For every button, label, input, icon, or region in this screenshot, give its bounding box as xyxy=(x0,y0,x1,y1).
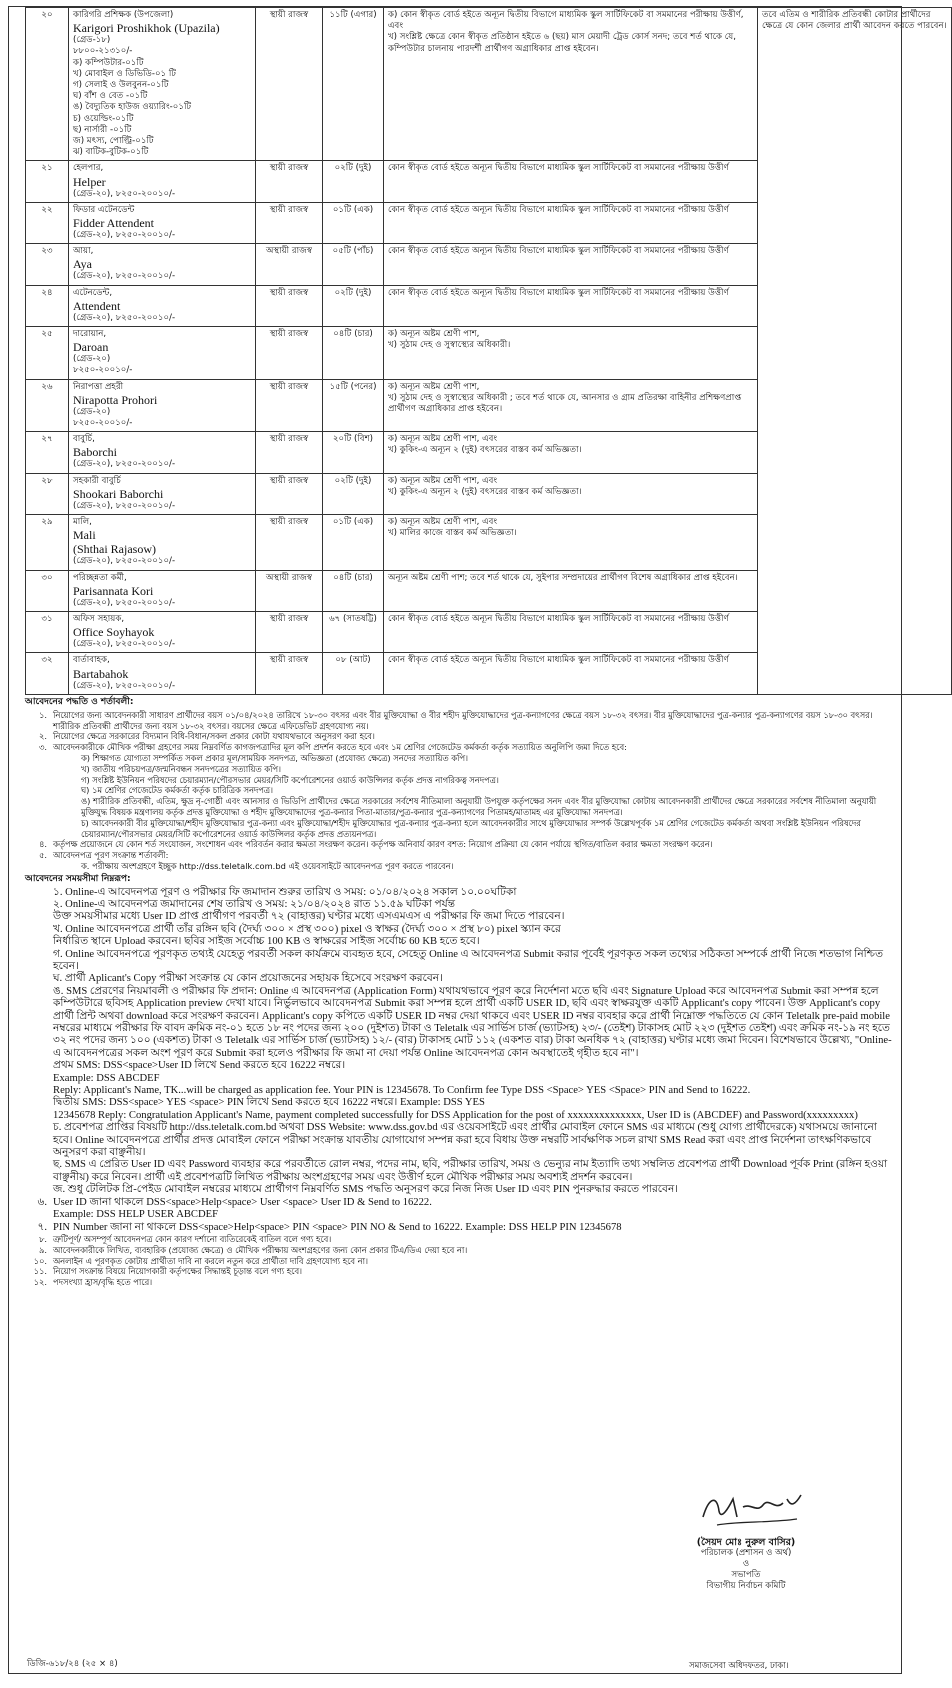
tail-term-item xyxy=(25,1209,893,1221)
post-count-cell: ০৫টি (পাঁচ) xyxy=(323,244,384,285)
term-text: আবেদনকারীকে মৌখিক পরীক্ষা গ্রহণের সময় নিম্নবর্ণিত কাগজপত্রাদির মূল কপি প্রদর্শন করতে হবে এবং ১ম শ্রেণির গেজেটেড কর্মকর্তা কর্তৃক সত্যায়িত অনুলিপি জমা দিতে হবে: xyxy=(53,742,627,753)
post-count-cell: ৬৭ (সাতষট্টি) xyxy=(323,611,384,652)
term-number: ৯. xyxy=(38,1244,47,1255)
post-count-cell: ০২টি (দুই) xyxy=(323,161,384,202)
online-instruction: Example: DSS ABCDEF xyxy=(53,1072,160,1084)
term-text: আবেদনকারীকে লিখিত, ব্যবহারিক (প্রযোজ্য ক্ষেত্রে) ও মৌখিক পরীক্ষায় অংশগ্রহণের জন্য কোন প্রকার টিএ/ডিএ দেয়া হবে না। xyxy=(53,1244,468,1255)
tail-term-item xyxy=(25,1256,893,1267)
post-name-cell xyxy=(69,570,256,611)
pay-scale: ৮৮০০-২১৩১০/- xyxy=(73,46,133,57)
tail-terms-list xyxy=(25,1197,893,1288)
term-item xyxy=(25,764,893,775)
online-instruction: খ. Online আবেদনপত্রে প্রার্থী তাঁর রঙ্গিন ছবি (দৈর্ঘ্য ৩০০ × প্রস্থ ৩০০) pixel ও স্বাক্ষর (দৈর্ঘ্য ৩০০ × প্রস্থ ৮০) pixel স্ক্যান করে xyxy=(53,923,561,935)
term-item xyxy=(25,861,893,872)
qualification-cell xyxy=(384,653,758,694)
online-heading: আবেদনের সময়সীমা নিম্নরূপ: xyxy=(25,873,131,884)
term-text: চ) আবেদনকারী বীর মুক্তিযোদ্ধা/শহীদ মুক্তিযোদ্ধার পুত্র-কন্যা এবং মুক্তিযোদ্ধা/শহীদ মুক্তিযোদ্ধার পুত্র-কন্যার পুত্র-কন্যা হলে আবেদনকারীর সাথে মুক্তিযোদ্ধার সম্পর্ক উল্লেখপূর্বক ১ম শ্রেণির গেজেটেড কর্মকর্তা অথবা সংশ্লিষ্ট ইউনিয়ন পরিষদের চেয়ারম্যান/পৌরসভার মেয়র/সিটি কর্পোরেশনের ওয়ার্ড কাউন্সিলর কর্তৃক প্রদত্ত প্রত্যয়নপত্র। xyxy=(81,817,861,839)
qualification-line: কোন স্বীকৃত বোর্ড হইতে অন্যূন দ্বিতীয় বিভাগে মাধ্যমিক স্কুল সার্টিফিকেট বা সমমানের পরীক্ষায় উত্তীর্ণ xyxy=(388,163,729,174)
grade-scale: (গ্রেড-২০) xyxy=(73,354,111,365)
trade-item: ঝ) বাটিক-বুটিক-০১টি xyxy=(73,147,149,158)
term-number xyxy=(53,775,81,786)
term-item xyxy=(25,742,893,753)
term-item xyxy=(25,785,893,796)
term-item xyxy=(25,710,893,732)
term-item xyxy=(25,818,893,840)
tail-term-item xyxy=(25,1266,893,1277)
post-name-en: Nirapotta Prohori xyxy=(73,392,158,407)
tail-term-item xyxy=(25,1222,893,1234)
post-name-cell xyxy=(69,244,256,285)
serial-cell: ২১ xyxy=(26,161,69,202)
serial-cell: ৩২ xyxy=(26,653,69,694)
term-text: ঘ) ১ম শ্রেণির গেজেটেড কর্মকর্তা কর্তৃক চারিত্রিক সনদপত্র। xyxy=(81,785,273,796)
term-number xyxy=(53,764,81,775)
term-text: নিয়োগ সংক্রান্ত বিষয়ে নিয়োগকারী কর্তৃপক্ষের সিদ্ধান্তই চূড়ান্ত বলে গণ্য হবে। xyxy=(53,1266,303,1277)
online-instruction: 12345678 Reply: Congratulation Applicant's Name, payment completed successfully for DSS Application for the post of xxxxxxxxxxxxxx, User ID is (ABCDEF) and Password(xxxxxxxxx) xyxy=(53,1109,858,1121)
post-count-cell: ০২টি (দুই) xyxy=(323,473,384,514)
qualification-line: খ) মালির কাজে বাস্তব কর্ম অভিজ্ঞতা। xyxy=(388,528,517,539)
remarks-text: তবে এতিম ও শারীরিক প্রতিবন্ধী কোটার প্রার্থীদের ক্ষেত্রে যে কোন জেলার প্রার্থী আবেদন করতে পারবেন। xyxy=(762,10,947,32)
online-instruction: প্রথম SMS: DSS<space>User ID লিখে Send করতে হবে 16222 নম্বরে। xyxy=(53,1060,346,1072)
post-type-cell: স্থায়ী রাজস্ব xyxy=(256,8,323,161)
term-text: আবেদনপত্র পূরণ সংক্রান্ত শর্তাবলী: xyxy=(53,850,169,861)
qualification-line: কোন স্বীকৃত বোর্ড হইতে অন্যূন দ্বিতীয় বিভাগে মাধ্যমিক স্কুল সার্টিফিকেট বা সমমানের পরীক্ষায় উত্তীর্ণ xyxy=(388,204,729,215)
online-instruction: ২. Online-এ আবেদনপত্র জমাদানের শেষ তারিখ ও সময়: ২১/০৪/২০২৪ রাত ১১.৫৯ ঘটিকা পর্যন্ত xyxy=(53,898,456,910)
tail-term-item xyxy=(25,1277,893,1288)
grade-scale: (গ্রেড-২০), ৮২৫০-২০০১০/- xyxy=(73,500,176,511)
post-count-cell: ০৮ (আট) xyxy=(323,653,384,694)
post-count-cell: ০১টি (এক) xyxy=(323,515,384,570)
post-name-en: Aya xyxy=(73,257,92,272)
qualification-line: খ) কুকিং-এ অন্যূন ২ (দুই) বৎসরের বাস্তব কর্ম অভিজ্ঞতা। xyxy=(388,486,582,497)
post-name-en: Fidder Attendent xyxy=(73,216,154,231)
qualification-line: খ) সুঠাম দেহ ও সুস্বাস্থ্যের অধিকারী ; তবে শর্ত থাকে যে, আনসার ও গ্রাম প্রতিরক্ষা বাহিনীর প্রশিক্ষণপ্রাপ্ত প্রার্থীগণ অগ্রাধিকার প্রাপ্ত হইবেন। xyxy=(388,392,742,415)
term-number: ২. xyxy=(38,731,47,742)
signatory-title: পরিচালক (প্রশাসন ও অর্থ) xyxy=(700,1548,792,1558)
grade-scale: (গ্রেড-১৮) xyxy=(73,35,111,46)
post-type-cell: স্থায়ী রাজস্ব xyxy=(256,473,323,514)
term-text: নিয়োগের ক্ষেত্রে সরকারের বিদ্যমান বিধি-বিধান/সকল প্রকার কোটা যথাযথভাবে অনুসরণ করা হবে। xyxy=(53,731,375,742)
term-text: নিয়োগের জন্য আবেদনকারী সাধারণ প্রার্থীদের বয়স ০১/০৪/২০২৪ তারিখে ১৮-৩০ বৎসর এবং বীর মুক্তিযোদ্ধা ও বীর শহীদ মুক্তিযোদ্ধাদের পুত্র-কন্যাগণের ক্ষেত্রে বয়স ১৮-৩২ বৎসর। বীর মুক্তিযোদ্ধাদের পুত্র-কন্যার পুত্র-কন্যাগণের বয়স ১৮-৩০ বৎসর। শারীরিক প্রতিবন্ধী প্রার্থীদের জন্য বয়স ১৮-৩২ বৎসর। বয়সের ক্ষেত্রে এফিডেভিট গ্রহণযোগ্য নয়। xyxy=(53,709,873,731)
post-name-cell xyxy=(69,473,256,514)
post-name-cell xyxy=(69,161,256,202)
qualification-line: ক) অন্যূন অষ্টম শ্রেণী পাশ, xyxy=(388,329,480,340)
post-name-en: Shookari Baborchi xyxy=(73,486,164,501)
term-text: ঙ) শারীরিক প্রতিবন্ধী, এতিম, ক্ষুদ্র নৃ-গোষ্ঠী এবং আনসার ও ভিডিপি প্রার্থীদের ক্ষেত্রে সরকারের সর্বশেষ নীতিমালা অনুযায়ী উপযুক্ত কর্তৃপক্ষের সনদ এবং বীর মুক্তিযোদ্ধা কোটায় আবেদনকারী প্রার্থীদের ক্ষেত্রে সরকারের সর্বশেষ নীতিমালা অনুযায়ী মুক্তিযুদ্ধ বিষয়ক মন্ত্রণালয় কর্তৃক প্রদত্ত মুক্তিযোদ্ধা ও শহীদ মুক্তিযোদ্ধাদের পুত্র-কন্যার পিতা-মাতার/পুত্র-কন্যার পুত্র-কন্যাগণের পিতামহ/মাতামহ এর মুক্তিযোদ্ধা সনদপত্র। xyxy=(81,796,877,817)
post-name-cell xyxy=(69,327,256,380)
term-item xyxy=(25,731,893,742)
serial-cell: ২৮ xyxy=(26,473,69,514)
trade-item: ঘ) বাঁশ ও বেত -০১টি xyxy=(73,91,148,102)
post-name-bn: দারোয়ান, xyxy=(73,329,107,340)
trade-item: খ) মোবাইল ও ডিভিডি-০১ টি xyxy=(73,68,176,79)
posts-table xyxy=(25,7,952,695)
post-name-en: Karigori Proshikhok (Upazila) xyxy=(73,21,220,36)
qualification-cell xyxy=(384,570,758,611)
pay-scale: ৮২৫০-২০০১০/- xyxy=(73,418,133,429)
online-instruction: ১. Online-এ আবেদনপত্র পূরণ ও পরীক্ষার ফি জমাদান শুরুর তারিখ ও সময়: ০১/০৪/২০২৪ সকাল ১০.০০ঘটিকা xyxy=(53,886,517,898)
term-text: ত্রুটিপূর্ণ/ অসম্পূর্ণ আবেদনপত্র কোন কারণ দর্শানো ব্যতিরেকেই বাতিল বলে গণ্য হবে। xyxy=(53,1233,332,1244)
post-name-en: Helper xyxy=(73,174,106,189)
post-count-cell: ০৪টি (চার) xyxy=(323,327,384,380)
term-number xyxy=(53,753,81,764)
serial-cell: ২৯ xyxy=(26,515,69,570)
qualification-cell xyxy=(384,285,758,326)
trade-item: ছ) নার্সারী -০১টি xyxy=(73,124,132,135)
term-number xyxy=(53,818,81,840)
footer-office: সমাজসেবা অধিদফতর, ঢাকা। xyxy=(689,1661,789,1671)
grade-scale: (গ্রেড-২০), ৮২৫০-২০০১০/- xyxy=(73,459,176,470)
grade-scale: (গ্রেড-২০), ৮২৫০-২০০১০/- xyxy=(73,271,176,282)
term-number: ১১. xyxy=(33,1266,47,1277)
post-type-cell: অস্থায়ী রাজস্ব xyxy=(256,570,323,611)
post-type-cell: স্থায়ী রাজস্ব xyxy=(256,202,323,243)
post-count-cell: ০২টি (দুই) xyxy=(323,285,384,326)
qualification-cell xyxy=(384,611,758,652)
trade-item: জ) মৎস্য, পোল্ট্রি-০১টি xyxy=(73,136,154,147)
grade-scale: (গ্রেড-২০), ৮২৫০-২০০১০/- xyxy=(73,639,176,650)
online-instruction: জ. শুধু টেলিটক প্রি-পেইড মোবাইল নম্বরের মাধ্যমে প্রার্থীগণ নিম্নবর্ণিত SMS পদ্ধতি অনুসরণ করে নিজ নিজ User ID এবং PIN পুনরুদ্ধার করতে পারবেন। xyxy=(53,1184,679,1196)
qualification-line: খ) সুঠাম দেহ ও সুস্বাস্থ্যের অধিকারী। xyxy=(388,340,511,351)
post-count-cell: ২০টি (বিশ) xyxy=(323,432,384,473)
trade-item: ক) কম্পিউটার-০১টি xyxy=(73,57,144,68)
online-instruction: ঙ. SMS প্রেরণের নিয়মাবলী ও পরীক্ষার ফি প্রদান: Online এ আবেদনপত্র (Application Form) যথাযথভাবে পূরণ করে নির্দেশনা মতে ছবি এবং Signature Upload করে আবেদনপত্র Submit করা সম্পন্ন হলে কম্পিউটারে ছবিসহ Application preview দেখা যাবে। নির্ভুলভাবে আবেদনপত্র Submit করা সম্পন্ন হলে প্রার্থী একটি USER ID, ছবি এবং স্বাক্ষরযুক্ত একটি Applicant's copy পাবেন। উক্ত Applicant's copy প্রার্থী প্রিন্ট অথবা download করে সংরক্ষণ করবেন। Applicant's copy কপিতে একটি USER ID নম্বর দেয়া থাকবে এবং USER ID নম্বর ব্যবহার করে প্রার্থী নিম্নোক্ত পদ্ধতিতে যে কোন Teletalk pre-paid mobile নম্বরের মাধ্যমে পরীক্ষার ফি বাবদ ক্রমিক নং-০১ হতে ১৮ নং পদের জন্য ২০০ (দুইশত) টাকা ও Teletalk এর সার্ভিস চার্জ (ভ্যাটসহ) ২৩/- (তেইশ) টাকাসহ মোট ২২৩ (দুইশত তেইশ) এবং ক্রমিক নং-১৯ নং হতে ৩২ নং পদের জন্য ১০০ (একশত) টাকা ও Teletalk এর সার্ভিস চার্জ (ভ্যাটসহ) ১২/- (বার) টাকাসহ মোট ১১২ (একশত বার) টাকা অনধিক ৭২ (বাহাত্তর) ঘণ্টার মধ্যে জমা দিবেন। বিশেষভাবে উল্লেখ্য, "Online- এ আবেদনপত্রের সকল অংশ পূরণ করে Submit করা হলেও পরীক্ষার ফি জমা না দেয়া পর্যন্ত Online আবেদনপত্র কোন অবস্থাতেই গৃহীত হবে না"। xyxy=(53,985,892,1059)
post-type-cell: স্থায়ী রাজস্ব xyxy=(256,285,323,326)
post-name-en: Office Soyhayok xyxy=(73,625,155,640)
term-number: ১২. xyxy=(33,1277,47,1288)
post-type-cell: স্থায়ী রাজস্ব xyxy=(256,379,323,432)
post-type-cell: অস্থায়ী রাজস্ব xyxy=(256,244,323,285)
online-instructions xyxy=(25,887,893,1197)
post-name-bn: নিরাপত্তা প্রহরী xyxy=(73,381,124,392)
post-type-cell: স্থায়ী রাজস্ব xyxy=(256,515,323,570)
qualification-cell xyxy=(384,432,758,473)
post-name-cell xyxy=(69,432,256,473)
document-page xyxy=(8,6,947,1674)
serial-cell: ২৬ xyxy=(26,379,69,432)
qualification-line: ক) কোন স্বীকৃত বোর্ড হইতে অন্যূন দ্বিতীয় বিভাগে মাধ্যমিক স্কুল সার্টিফিকেট বা সমমানের পরীক্ষায় উত্তীর্ণ, এবং xyxy=(388,10,744,32)
qualification-line: ক) অন্যূন অষ্টম শ্রেণী পাশ, এবং xyxy=(388,517,498,528)
post-name-bn: কারিগরি প্রশিক্ষক (উপজেলা) xyxy=(73,10,174,20)
qualification-line: কোন স্বীকৃত বোর্ড হইতে অন্যূন দ্বিতীয় বিভাগে মাধ্যমিক স্কুল সার্টিফিকেট বা সমমানের পরীক্ষায় উত্তীর্ণ xyxy=(388,655,729,666)
handwritten-signature xyxy=(699,1477,809,1541)
post-count-cell: ০৪টি (চার) xyxy=(323,570,384,611)
post-name-bn: বাবুর্চি, xyxy=(73,434,95,445)
post-name-en: Daroan xyxy=(73,340,109,355)
qualification-line: ক) অন্যূন অষ্টম শ্রেণী পাশ, xyxy=(388,381,480,392)
term-number: ৮. xyxy=(38,1233,47,1244)
online-instruction: ঘ. প্রার্থী Aplicant's Copy পরীক্ষা সংক্রান্ত যে কোন প্রয়োজনের সহায়ক হিসেবে সংরক্ষণ করবেন। xyxy=(53,973,443,985)
serial-cell: ২২ xyxy=(26,202,69,243)
qualification-cell xyxy=(384,473,758,514)
post-name-cell xyxy=(69,379,256,432)
trade-item: গ) সেলাই ও উলবুনন-০১টি xyxy=(73,80,169,91)
post-name-en: Parisannata Kori xyxy=(73,583,154,598)
qualification-cell xyxy=(384,161,758,202)
term-number: ৪. xyxy=(38,839,47,850)
qualification-line: খ) কুকিং-এ অন্যূন ২ (দুই) বৎসরের বাস্তব কর্ম অভিজ্ঞতা। xyxy=(388,445,582,456)
post-name-en: Attendent xyxy=(73,298,121,313)
grade-scale: (গ্রেড-২০), ৮২৫০-২০০১০/- xyxy=(73,188,176,199)
term-text: খ) জাতীয় পরিচয়পত্র/জন্মনিবন্ধন সনদপত্রের সত্যায়িত কপি। xyxy=(81,763,282,774)
post-name-cell xyxy=(69,8,256,161)
online-instruction: দ্বিতীয় SMS: DSS<space> YES <space> PIN লিখে Send করতে হবে 16222 নম্বরে। Example: DSS YES xyxy=(53,1097,485,1109)
post-name-bn: মালি, xyxy=(73,517,92,528)
serial-cell: ৩০ xyxy=(26,570,69,611)
term-text: ক) শিক্ষাগত যোগ্যতা সম্পর্কিত সকল প্রকার মূল/সাময়িক সনদপত্র, অভিজ্ঞতা (প্রযোজ্য ক্ষেত্রে) সনদের সত্যায়িত কপি। xyxy=(81,752,468,763)
post-name-bn: আয়া, xyxy=(73,246,94,257)
qualification-cell xyxy=(384,379,758,432)
qualification-cell xyxy=(384,202,758,243)
post-name-bn: ফিডার এটেনডেন্ট xyxy=(73,204,135,215)
term-number: ৬. xyxy=(37,1196,47,1208)
signatory-conjunction: ও xyxy=(742,1559,750,1569)
post-name-bn: এটেনডেন্ট, xyxy=(73,287,113,298)
grade-scale: (গ্রেড-২০), ৮২৫০-২০০১০/- xyxy=(73,556,176,567)
term-text: পদসংখ্যা হ্রাস/বৃদ্ধি হতে পারে। xyxy=(53,1277,153,1288)
online-instruction: Reply: Applicant's Name, TK...will be charged as application fee. Your PIN is 12345678. To Confirm fee Type DSS <Space> YES <Space> PIN and Send to 16222. xyxy=(53,1085,751,1097)
post-name-cell xyxy=(69,515,256,570)
term-item xyxy=(25,775,893,786)
grade-scale: (গ্রেড-২০) xyxy=(73,406,111,417)
qualification-line: ক) অন্যূন অষ্টম শ্রেণী পাশ, এবং xyxy=(388,434,498,445)
term-number: ৩. xyxy=(38,742,47,753)
post-name-cell xyxy=(69,285,256,326)
term-number: ১০. xyxy=(33,1255,47,1266)
online-instruction: গ. Online আবেদনপত্রে পূরণকৃত তথ্যই যেহেতু পরবর্তী সকল কার্যক্রমে ব্যবহৃত হবে, সেহেতু Online এ আবেদনপত্র Submit করার পূর্বেই পূরণকৃত সকল তথ্যের সঠিকতা সম্পর্কে প্রার্থী নিজে শতভাগ নিশ্চিত হবেন। xyxy=(53,948,884,972)
tail-term-item xyxy=(25,1245,893,1256)
qualification-line: কোন স্বীকৃত বোর্ড হইতে অন্যূন দ্বিতীয় বিভাগে মাধ্যমিক স্কুল সার্টিফিকেট বা সমমানের পরীক্ষায় উত্তীর্ণ xyxy=(388,246,729,257)
term-text: User ID জানা থাকলে DSS<space>Help<space> User <space> User ID & Send to 16222. xyxy=(53,1196,432,1208)
qualification-line: কোন স্বীকৃত বোর্ড হইতে অন্যূন দ্বিতীয় বিভাগে মাধ্যমিক স্কুল সার্টিফিকেট বা সমমানের পরীক্ষায় উত্তীর্ণ xyxy=(388,287,729,298)
post-type-cell: স্থায়ী রাজস্ব xyxy=(256,653,323,694)
post-count-cell: ০১টি (এক) xyxy=(323,202,384,243)
post-count-cell: ১৫টি (পনের) xyxy=(323,379,384,432)
qualification-cell xyxy=(384,327,758,380)
trade-item: চ) ওয়েল্ডিং-০১টি xyxy=(73,113,134,124)
pay-scale: ৮২৫০-২০০১০/- xyxy=(73,365,133,376)
grade-scale: (গ্রেড-২০), ৮২৫০-২০০১০/- xyxy=(73,230,176,241)
post-name-bn: অফিস সহায়ক, xyxy=(73,613,125,624)
serial-cell: ২০ xyxy=(26,8,69,161)
grade-scale: (গ্রেড-২০), ৮২৫০-২০০১০/- xyxy=(73,597,176,608)
term-number xyxy=(25,1209,53,1221)
serial-cell: ২৭ xyxy=(26,432,69,473)
term-number xyxy=(53,796,81,818)
term-item xyxy=(25,839,893,850)
remarks-cell xyxy=(758,8,952,695)
post-name-bn: হেলপার, xyxy=(73,163,104,174)
trade-item: ঙ) বৈদ্যুতিক হাউজ ওয়্যারিং-০১টি xyxy=(73,102,192,113)
terms-section xyxy=(25,697,893,1288)
post-type-cell: স্থায়ী রাজস্ব xyxy=(256,611,323,652)
post-name-bn: পরিচ্ছন্নতা কর্মী, xyxy=(73,572,127,583)
term-number: ৭. xyxy=(37,1221,47,1233)
qualification-line: কোন স্বীকৃত বোর্ড হইতে অন্যূন দ্বিতীয় বিভাগে মাধ্যমিক স্কুল সার্টিফিকেট বা সমমানের পরীক্ষায় উত্তীর্ণ xyxy=(388,613,729,624)
post-count-cell: ১১টি (এগার) xyxy=(323,8,384,161)
term-number xyxy=(53,861,81,872)
post-name-en: Mali xyxy=(73,528,96,543)
qualification-cell xyxy=(384,244,758,285)
post-name-cell xyxy=(69,653,256,694)
serial-cell: ২৩ xyxy=(26,244,69,285)
grade-scale: (গ্রেড-২০), ৮২৫০-২০০১০/- xyxy=(73,680,176,691)
serial-cell: ৩১ xyxy=(26,611,69,652)
serial-cell: ২৪ xyxy=(26,285,69,326)
post-name-en: Bartabahok xyxy=(73,666,129,681)
post-name-bn: সহকারী বাবুর্চি xyxy=(73,475,121,486)
signature-block xyxy=(621,1537,871,1592)
term-item xyxy=(25,850,893,861)
term-text: কর্তৃপক্ষ প্রয়োজনে যে কোন শর্ত সংযোজন, সংশোধন এবং পরিবর্তন করার ক্ষমতা সংরক্ষণ করেন। কর্তৃপক্ষ অনিবার্য কারণ বশত: নিয়োগ প্রক্রিয়া যে কোন পর্যায়ে স্থগিত/বাতিল করার ক্ষমতা সংরক্ষণ করেন। xyxy=(53,839,713,850)
term-text: PIN Number জানা না থাকলে DSS<space>Help<space> PIN <space> PIN NO & Send to 16222. Example: DSS HELP PIN 12345678 xyxy=(53,1221,622,1233)
qualification-cell xyxy=(384,8,758,161)
term-text: Example: DSS HELP USER ABCDEF xyxy=(53,1209,219,1221)
term-item xyxy=(25,753,893,764)
terms-heading: আবেদনের পদ্ধতি ও শর্তাবলী: xyxy=(25,697,134,707)
post-name-cell xyxy=(69,611,256,652)
footer-code: ডিজি-৬১৮/২৪ (২৫ × ৪) xyxy=(27,1659,118,1669)
tail-term-item xyxy=(25,1197,893,1209)
signatory-role: সভাপতি xyxy=(731,1570,761,1580)
post-name-en: Baborchi xyxy=(73,445,117,460)
signatory-committee: বিভাগীয় নির্বাচন কমিটি xyxy=(706,1581,786,1591)
term-text: গ) সংশ্লিষ্ট ইউনিয়ন পরিষদের চেয়ারম্যান/পৌরসভার মেয়র/সিটি কর্পোরেশনের ওয়ার্ড কাউন্সিলর কর্তৃক প্রদত্ত নাগরিকত্ব সনদপত্র। xyxy=(81,774,499,785)
online-instruction: নির্ধারিত স্থানে Upload করবেন। ছবির সাইজ সর্বোচ্চ 100 KB ও স্বাক্ষরের সাইজ সর্বোচ্চ 60 KB হতে হবে। xyxy=(53,936,480,948)
term-text: অনলাইন এ পূরণকৃত কোটায় প্রার্থীতা দাবি না করলে নতুন করে প্রার্থীতা দাবি গ্রহণযোগ্য হবে না। xyxy=(53,1255,368,1266)
grade-scale: (গ্রেড-২০), ৮২৫০-২০০১০/- xyxy=(73,312,176,323)
term-item xyxy=(25,796,893,818)
qualification-line: অন্যূন অষ্টম শ্রেণী পাশ; তবে শর্ত থাকে যে, সুইপার সম্প্রদায়ের প্রার্থীগণ বিশেষ অগ্রাধিকার প্রাপ্ত হইবেন। xyxy=(388,572,738,583)
online-instruction: উক্ত সময়সীমার মধ্যে User ID প্রাপ্ত প্রার্থীগণ পরবর্তী ৭২ (বাহাত্তর) ঘণ্টার মধ্যে এসএমএস এ পরীক্ষার ফি জমা দিতে পারবেন। xyxy=(53,911,565,923)
post-name-cell xyxy=(69,202,256,243)
online-instruction: চ. প্রবেশপত্র প্রাপ্তির বিষয়টি http://dss.teletalk.com.bd অথবা DSS Website: www.dss.gov.bd এর ওয়েবসাইটে এবং প্রার্থীর মোবাইল ফোনে SMS এর মাধ্যমে (শুধু যোগ্য প্রার্থীদেরকে) যথাসময়ে জানানো হবে। Online আবেদনপত্রে প্রার্থীর প্রদত্ত মোবাইল ফোনে পরীক্ষা সংক্রান্ত যাবতীয় যোগাযোগ সম্পন্ন করা হবে বিধায় উক্ত নম্বরটি সার্বক্ষণিক সচল রাখা SMS Read করা এবং প্রাপ্ত নির্দেশনা তাৎক্ষণিকভাবে অনুসরণ করা বাঞ্ছনীয়। xyxy=(53,1122,877,1159)
qualification-line: ক) অন্যূন অষ্টম শ্রেণী পাশ, এবং xyxy=(388,475,498,486)
post-row xyxy=(26,8,952,161)
qualification-cell xyxy=(384,515,758,570)
term-number: ১. xyxy=(38,709,47,720)
term-number xyxy=(53,785,81,796)
post-type-cell: স্থায়ী রাজস্ব xyxy=(256,161,323,202)
qualification-line: খ) সংশ্লিষ্ট ক্ষেত্রে কোন স্বীকৃত প্রতিষ্ঠান হইতে ৬ (ছয়) মাস মেয়াদী ট্রেড কোর্স সনদ; তবে শর্ত থাকে যে, কম্পিউটার চালনায় পারদর্শী প্রার্থীগণ অগ্রাধিকার প্রাপ্ত হইবেন। xyxy=(388,32,736,54)
serial-cell: ২৫ xyxy=(26,327,69,380)
post-type-cell: স্থায়ী রাজস্ব xyxy=(256,432,323,473)
online-instruction: ছ. SMS এ প্রেরিত User ID এবং Password ব্যবহার করে পরবর্তীতে রোল নম্বর, পদের নাম, ছবি, পরীক্ষার তারিখ, সময় ও ভেন্যুর নাম ইত্যাদি তথ্য সম্বলিত প্রবেশপত্র প্রার্থী Download পূর্বক Print (রঙ্গিন হওয়া বাঞ্ছনীয়) করে নিবেন। প্রার্থী এই প্রবেশপত্রটি লিখিত পরীক্ষায় অংশগ্রহণের সময় এবং উত্তীর্ণ হলে মৌখিক পরীক্ষার সময় অবশ্যই প্রদর্শন করবেন। xyxy=(53,1159,888,1183)
signatory-name: (সৈয়দ মোঃ নুরুল বাসির) xyxy=(696,1537,796,1548)
post-type-cell: স্থায়ী রাজস্ব xyxy=(256,327,323,380)
tail-term-item xyxy=(25,1234,893,1245)
post-name-bn: বার্তাবাহক, xyxy=(73,655,110,666)
post-name-en-extra: (Shthai Rajasow) xyxy=(73,542,156,557)
terms-list xyxy=(25,710,893,872)
term-text: ক. পরীক্ষায় অংশগ্রহণে ইচ্ছুক http://dss.teletalk.com.bd এই ওয়েবসাইটে আবেদনপত্র পূরণ করতে পারবেন। xyxy=(81,860,454,871)
term-number: ৫. xyxy=(38,850,47,861)
